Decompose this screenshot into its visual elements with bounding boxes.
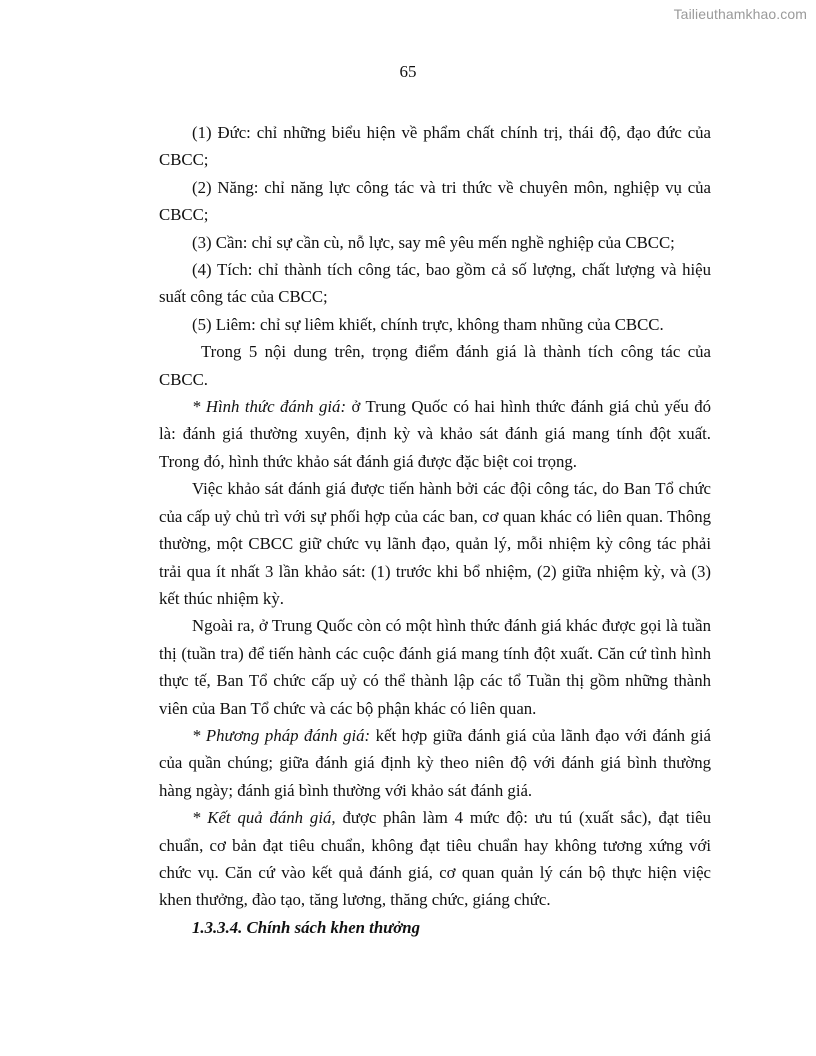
paragraph-khao-sat: Việc khảo sát đánh giá được tiến hành bởi các đội công tác, do Ban Tổ chức của cấp uỷ chủ trì với sự phối hợp của các ban, cơ quan khác có liên quan. Thông thường, một CBCC giữ chức vụ lãnh đạo, quản lý, mỗi nhiệm kỳ công tác phải trải qua ít nhất 3 lần khảo sát: (1) trước khi bổ nhiệm, (2) giữa nhiệm kỳ, và (3) kết thúc nhiệm kỳ.: [159, 479, 711, 608]
paragraph-duc: (1) Đức: chỉ những biểu hiện về phẩm chất chính trị, thái độ, đạo đức của CBCC;: [159, 123, 711, 170]
paragraph-lead: * Phương pháp đánh giá:: [192, 725, 371, 745]
paragraph-lead: * Hình thức đánh giá:: [192, 397, 347, 417]
paragraph-ket-qua: * Kết quả đánh giá, được phân làm 4 mức độ: ưu tú (xuất sắc), đạt tiêu chuẩn, cơ bản đạt tiêu chuẩn, không đạt tiêu chuẩn hay không tương xứng với chức vụ. Căn cứ vào kết quả đánh giá, cơ quan quản lý cán bộ thực hiện việc khen thưởng, đào tạo, tăng lương, thăng chức, giáng chức.: [159, 808, 711, 910]
section-heading: 1.3.3.4. Chính sách khen thưởng: [192, 917, 420, 937]
paragraph-hinh-thuc: * Hình thức đánh giá: ở Trung Quốc có hai hình thức đánh giá chủ yếu đó là: đánh giá thường xuyên, định kỳ và khảo sát đánh giá mang tính đột xuất. Trong đó, hình thức khảo sát đánh giá được đặc biệt coi trọng.: [159, 397, 711, 471]
paragraph-can: (3) Cần: chỉ sự cần cù, nỗ lực, say mê yêu mến nghề nghiệp của CBCC;: [192, 232, 675, 252]
document-body: [159, 119, 711, 941]
paragraph-liem: (5) Liêm: chỉ sự liêm khiết, chính trực, không tham nhũng của CBCC.: [192, 314, 664, 334]
paragraph-lead: * Kết quả đánh giá,: [192, 808, 336, 828]
paragraph-phuong-phap: * Phương pháp đánh giá: kết hợp giữa đánh giá của lãnh đạo với đánh giá của quần chúng; giữa đánh giá định kỳ theo niên độ với đánh giá bình thường hàng ngày; đánh giá bình thường với khảo sát đánh giá.: [159, 725, 711, 800]
page-number: 65: [399, 62, 417, 81]
paragraph-tuan-thi: Ngoài ra, ở Trung Quốc còn có một hình thức đánh giá khác được gọi là tuần thị (tuần tra) để tiến hành các cuộc đánh giá mang tính đột xuất. Căn cứ tình hình thực tế, Ban Tổ chức cấp uỷ có thể thành lập các tổ Tuần thị gồm những thành viên của Ban Tổ chức và các bộ phận khác có liên quan.: [159, 616, 711, 718]
paragraph-tich: (4) Tích: chỉ thành tích công tác, bao gồm cả số lượng, chất lượng và hiệu suất công tác của CBCC;: [159, 260, 711, 307]
paragraph-nang: (2) Năng: chỉ năng lực công tác và tri thức về chuyên môn, nghiệp vụ của CBCC;: [159, 177, 711, 225]
watermark-text: Tailieuthamkhao.com: [673, 6, 807, 22]
paragraph-trong-diem: Trong 5 nội dung trên, trọng điểm đánh giá là thành tích công tác của CBCC.: [159, 342, 711, 389]
